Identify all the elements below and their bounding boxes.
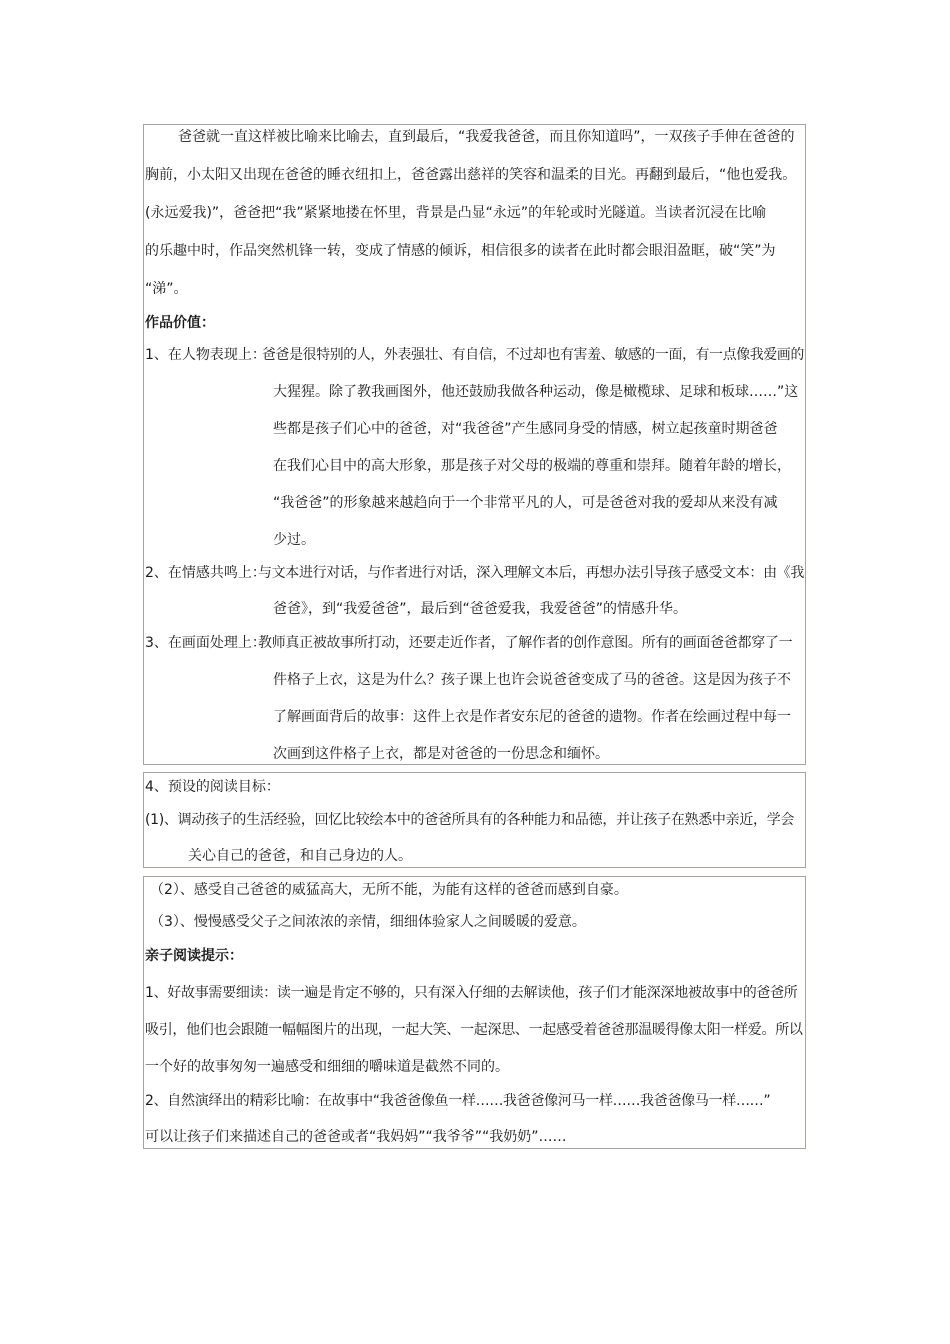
heading-work-value: 作品价值： xyxy=(145,315,215,331)
tip1-line-3: 一个好的故事匆匆一遍感受和细细的嚼味道是截然不同的。 xyxy=(145,1059,509,1075)
goal2-line: （2）、感受自己爸爸的威猛高大，无所不能，为能有这样的爸爸而感到自豪。 xyxy=(150,882,628,898)
intro-line-2: 胸前，小太阳又出现在爸爸的睡衣纽扣上，爸爸露出慈祥的笑容和温柔的目光。再翻到最后，“他也爱我。 xyxy=(145,167,797,183)
goals-heading: 4、预设的阅读目标： xyxy=(145,779,280,795)
item2-line-1: 与文本进行对话，与作者进行对话，深入理解文本后，再想办法引导孩子感受文本：由《我 xyxy=(258,565,805,581)
tip2-line-2: 可以让孩子们来描述自己的爸爸或者“我妈妈”“我爷爷”“我奶奶”…… xyxy=(145,1129,567,1145)
intro-line-3: (永远爱我)”，爸爸把“我”紧紧地搂在怀里，背景是凸显“永远”的年轮或时光隧道。当读者沉浸在比喻 xyxy=(145,205,767,221)
intro-line-4: 的乐趣中时，作品突然机锋一转，变成了情感的倾诉，相信很多的读者在此时都会眼泪盈眶，破“笑”为 xyxy=(145,243,776,259)
item3-line-3: 了解画面背后的故事：这件上衣是作者安东尼的爸爸的遗物。作者在绘画过程中每一 xyxy=(273,709,791,725)
item1-line-2: 大猩猩。除了教我画图外，他还鼓励我做各种运动，像是橄榄球、足球和板球……”这 xyxy=(273,384,799,400)
goal1-line-2: 关心自己的爸爸，和自己身边的人。 xyxy=(188,848,412,864)
tip1-line-1: 1、好故事需要细读：读一遍是肯定不够的，只有深入仔细的去解读他，孩子们才能深深地被故事中的爸爸所 xyxy=(145,985,798,1001)
item1-line-6: 少过。 xyxy=(273,532,315,548)
item1-line-1: 爸爸是很特别的人，外表强壮、有自信，不过却也有害羞、敏感的一面，有一点像我爱画的 xyxy=(262,347,805,363)
intro-line-5: “涕”。 xyxy=(145,281,188,297)
item2-line-2: 爸爸》，到“我爱爸爸”，最后到“爸爸爱我，我爱爸爸”的情感升华。 xyxy=(273,601,688,617)
heading-parent-tips: 亲子阅读提示： xyxy=(145,948,243,964)
tip2-line-1: 2、自然演绎出的精彩比喻：在故事中“我爸爸像鱼一样……我爸爸像河马一样……我爸爸像马一样……” xyxy=(145,1093,771,1109)
item1-line-4: 在我们心目中的高大形象，那是孩子对父母的极端的尊重和崇拜。随着年龄的增长， xyxy=(273,458,791,474)
item1-line-3: 些都是孩子们心中的爸爸，对“我爸爸”产生感同身受的情感，树立起孩童时期爸爸 xyxy=(273,421,778,437)
item3-line-4: 次画到这件格子上衣，都是对爸爸的一份思念和缅怀。 xyxy=(273,746,609,762)
intro-line-1: 爸爸就一直这样被比喻来比喻去，直到最后，“我爱我爸爸，而且你知道吗”，一双孩子手伸在爸爸的 xyxy=(178,129,795,145)
item3-line-2: 件格子上衣，这是为什么？孩子课上也许会说爸爸变成了马的爸爸。这是因为孩子不 xyxy=(273,672,791,688)
goal3-line: （3）、慢慢感受父子之间浓浓的亲情，细细体验家人之间暖暖的爱意。 xyxy=(150,914,586,930)
item1-line-5: “我爸爸”的形象越来越趋向于一个非常平凡的人，可是爸爸对我的爱却从来没有减 xyxy=(273,495,778,511)
goal1-line-1: (1)、调动孩子的生活经验，回忆比较绘本中的爸爸所具有的各种能力和品德，并让孩子在熟悉中亲近，学会 xyxy=(145,812,795,828)
item3-label: 3、在画面处理上： xyxy=(145,635,266,651)
item2-label: 2、在情感共鸣上： xyxy=(145,565,266,581)
item3-line-1: 教师真正被故事所打动，还要走近作者，了解作者的创作意图。所有的画面爸爸都穿了一 xyxy=(258,635,793,651)
tip1-line-2: 吸引，他们也会跟随一幅幅图片的出现，一起大笑、一起深思、一起感受着爸爸那温暖得像太阳一样爱。所以 xyxy=(145,1022,803,1038)
item1-label: 1、在人物表现上： xyxy=(145,347,266,363)
